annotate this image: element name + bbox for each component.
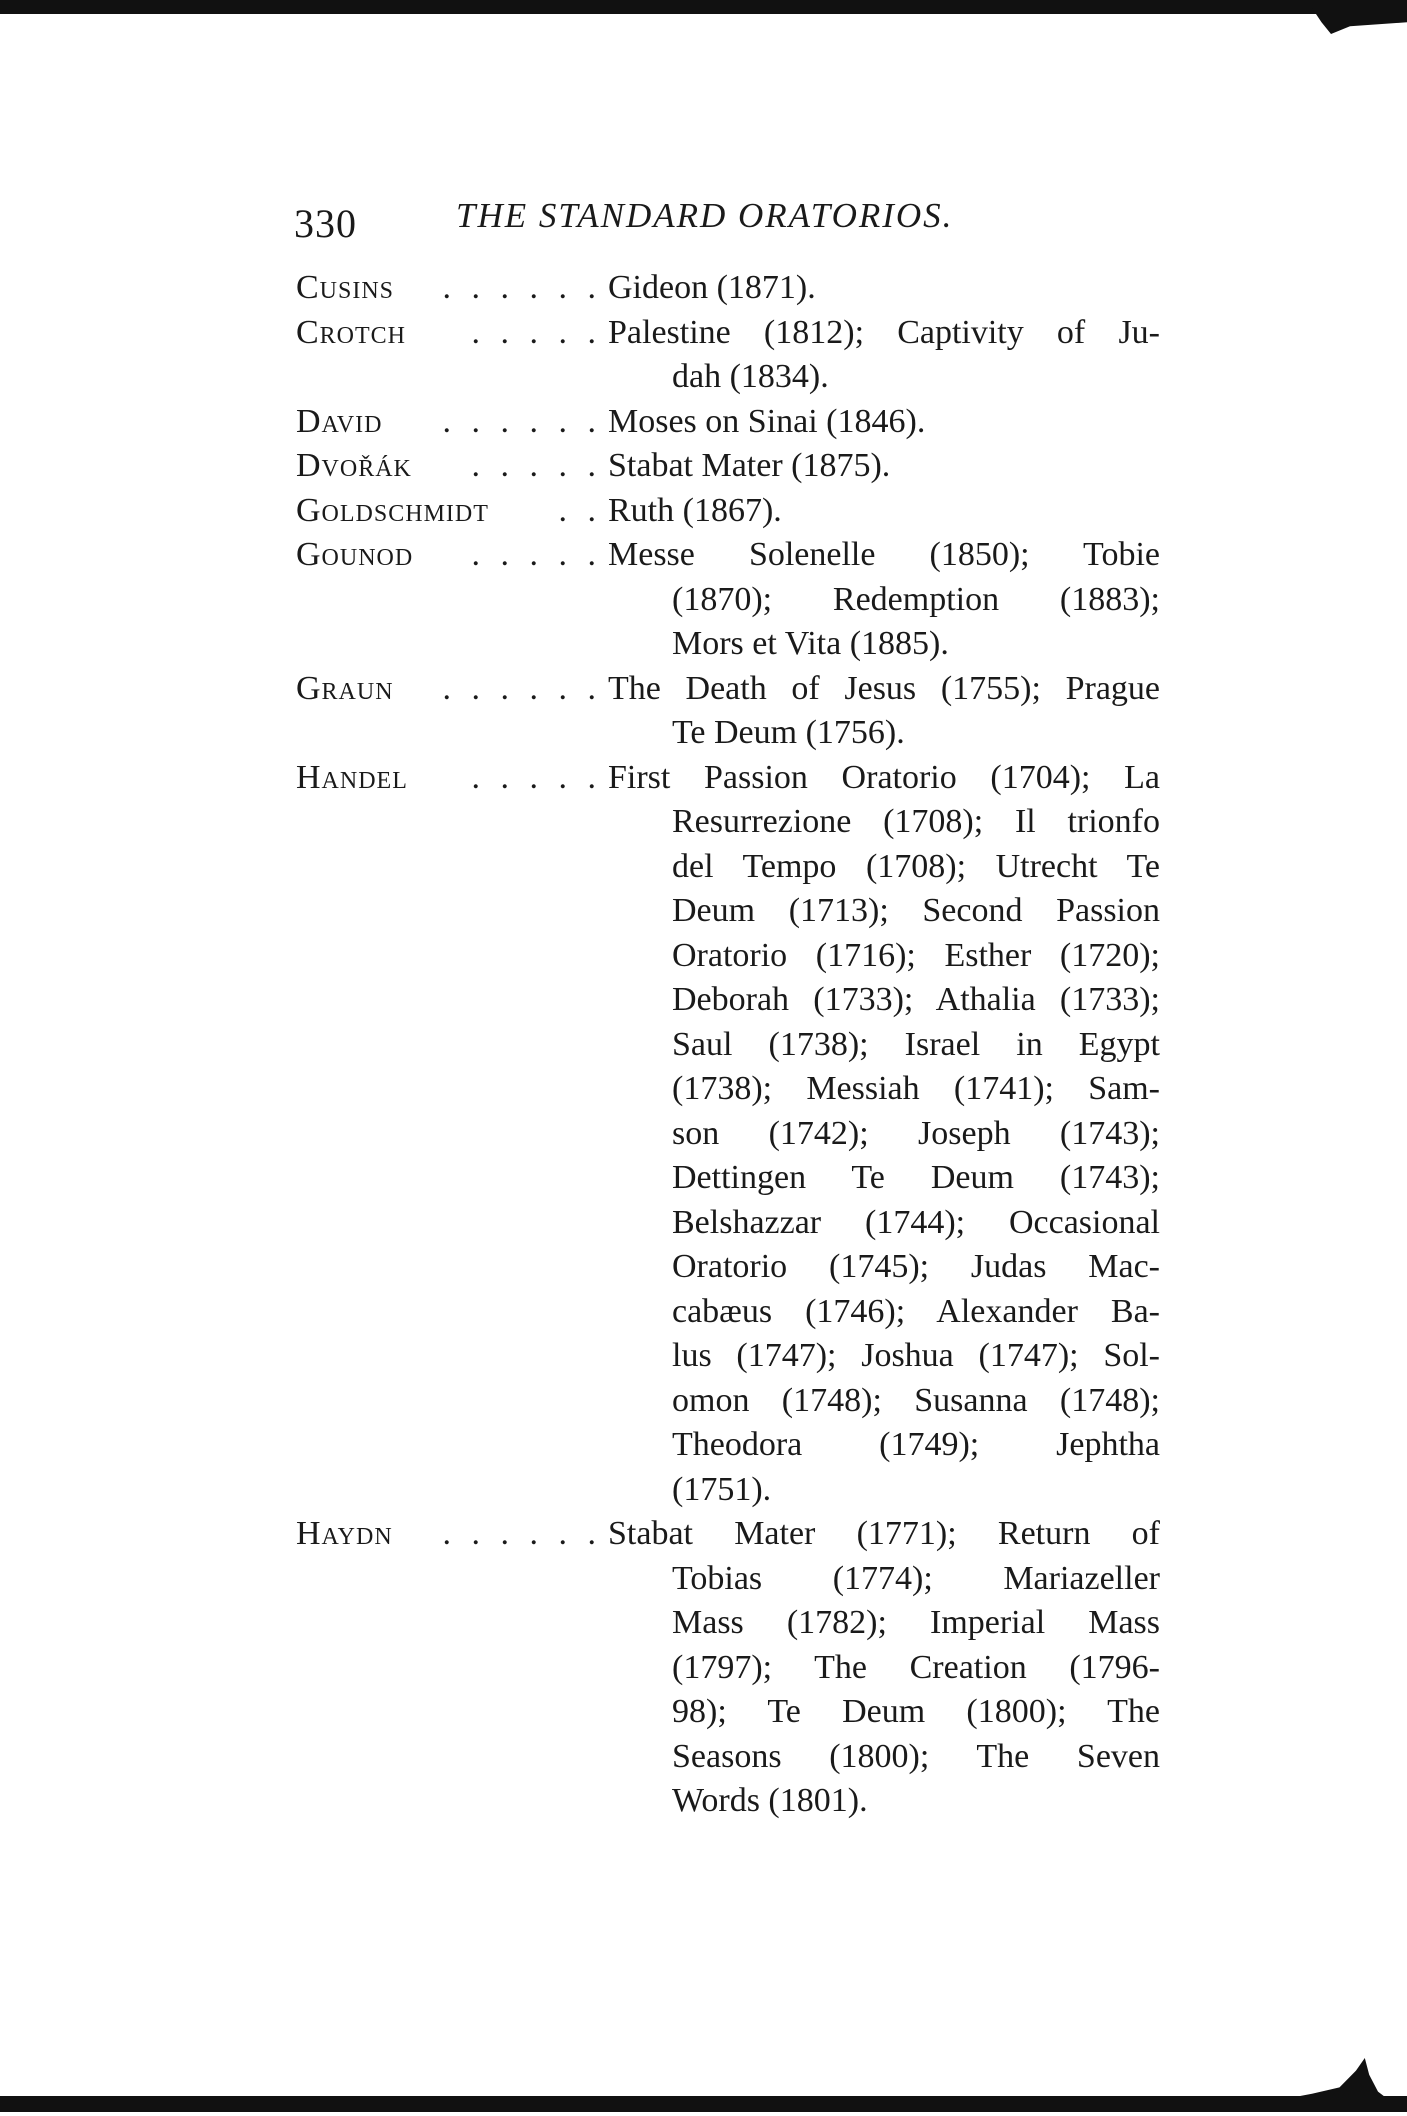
works-line: Dettingen Te Deum (1743); (672, 1159, 1160, 1196)
composer-cell (296, 311, 608, 356)
composer-cell (296, 667, 608, 712)
works-line: (1797); The Creation (1796- (672, 1648, 1160, 1686)
composer-cell (296, 444, 608, 489)
works-list (608, 311, 1160, 400)
works-list (608, 444, 1160, 489)
dot-leader: . . . . . (471, 447, 602, 484)
works-line: Palestine (1812); Captivity of Ju- (608, 313, 1160, 351)
dot-leader: . . . . . . (442, 669, 602, 707)
works-line: dah (1834). (672, 358, 829, 395)
works-list (608, 756, 1160, 1513)
composer-name: Dvořák (296, 447, 412, 484)
composer-entry (296, 266, 1160, 311)
works-list (608, 489, 1160, 534)
composer-entry (296, 1512, 1160, 1824)
works-line: Resurrezione (1708); Il trionfo (672, 803, 1160, 840)
dot-leader: . . . . . (471, 758, 602, 796)
works-line: Deborah (1733); Athalia (1733); (672, 981, 1160, 1018)
works-line: Saul (1738); Israel in Egypt (672, 1025, 1160, 1063)
composer-name: Handel (296, 758, 408, 796)
composer-name: David (296, 402, 383, 440)
page-number: 330 (294, 201, 357, 246)
dot-leader: . . . . . . (442, 269, 602, 306)
works-line: Words (1801). (672, 1782, 868, 1819)
works-line: Gideon (1871). (608, 269, 816, 306)
dot-leader: . . (558, 491, 602, 529)
works-line: Ruth (1867). (608, 491, 782, 529)
works-list (608, 400, 1160, 445)
composer-name: Haydn (296, 1515, 393, 1552)
composer-cell (296, 1512, 608, 1557)
composer-cell (296, 266, 608, 311)
works-list (608, 1512, 1160, 1824)
works-list (608, 266, 1160, 311)
works-line: Stabat Mater (1875). (608, 447, 891, 484)
bottom-border-ornament (1279, 2058, 1389, 2100)
works-line: First Passion Oratorio (1704); La (608, 758, 1160, 796)
composer-name: Gounod (296, 536, 414, 573)
composer-name: Cusins (296, 269, 395, 306)
composer-entry (296, 533, 1160, 667)
dot-leader: . . . . . . (442, 402, 602, 440)
works-line: Mass (1782); Imperial Mass (672, 1604, 1160, 1641)
composer-entry (296, 400, 1160, 445)
works-line: Stabat Mater (1771); Return of (608, 1515, 1160, 1552)
works-line: omon (1748); Susanna (1748); (672, 1381, 1160, 1419)
works-line: 98); Te Deum (1800); The (672, 1693, 1160, 1730)
composer-name: Crotch (296, 313, 407, 351)
running-head: THE STANDARD ORATORIOS. (456, 196, 954, 235)
works-line: son (1742); Joseph (1743); (672, 1114, 1160, 1152)
works-line: The Death of Jesus (1755); Prague (608, 669, 1160, 707)
works-line: del Tempo (1708); Utrecht Te (672, 847, 1160, 885)
works-line: Deum (1713); Second Passion (672, 892, 1160, 929)
works-list (608, 667, 1160, 756)
composer-entry (296, 489, 1160, 534)
dot-leader: . . . . . . (442, 1515, 602, 1552)
works-line: Te Deum (1756). (672, 714, 905, 751)
works-line: Belshazzar (1744); Occasional (672, 1203, 1160, 1241)
bottom-border-rule (0, 2096, 1407, 2112)
works-line: Seasons (1800); The Seven (672, 1737, 1160, 1775)
composer-cell (296, 489, 608, 534)
works-line: lus (1747); Joshua (1747); Sol- (672, 1337, 1160, 1374)
works-line: Tobias (1774); Mariazeller (672, 1559, 1160, 1597)
top-border-rule (0, 0, 1407, 14)
works-line: Messe Solenelle (1850); Tobie (608, 536, 1160, 573)
composer-cell (296, 400, 608, 445)
composer-cell (296, 533, 608, 578)
works-line: Mors et Vita (1885). (672, 625, 949, 662)
works-list (608, 533, 1160, 667)
oratorio-list (296, 266, 1160, 1824)
composer-name: Goldschmidt (296, 491, 489, 529)
works-line: Oratorio (1745); Judas Mac- (672, 1248, 1160, 1285)
works-line: cabæus (1746); Alexander Ba- (672, 1292, 1160, 1330)
dot-leader: . . . . . (471, 536, 602, 573)
works-line: (1751). (672, 1470, 772, 1508)
works-line: (1870); Redemption (1883); (672, 580, 1160, 618)
works-line: Theodora (1749); Jephtha (672, 1426, 1160, 1463)
works-line: Oratorio (1716); Esther (1720); (672, 936, 1160, 974)
composer-entry (296, 756, 1160, 1513)
composer-entry (296, 311, 1160, 400)
composer-name: Graun (296, 669, 394, 707)
composer-entry (296, 667, 1160, 756)
composer-entry (296, 444, 1160, 489)
works-line: (1738); Messiah (1741); Sam- (672, 1070, 1160, 1107)
top-border-ornament (1312, 8, 1407, 34)
dot-leader: . . . . . (471, 313, 602, 351)
works-line: Moses on Sinai (1846). (608, 402, 926, 440)
composer-cell (296, 756, 608, 801)
